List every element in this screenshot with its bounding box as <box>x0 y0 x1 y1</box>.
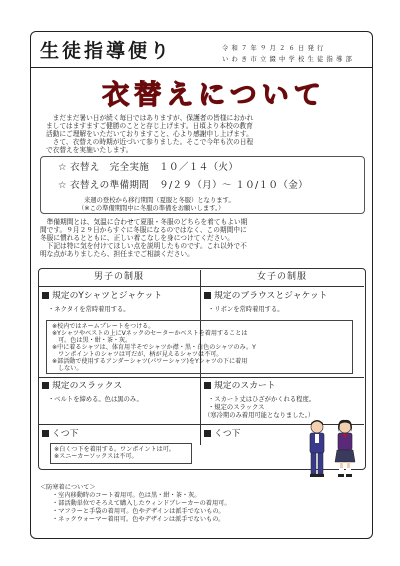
female-skirt-note-2: ・規定のスラックス <box>208 404 265 411</box>
cold-weather-line-4: ・ネックウォーマー着用可。色やデザインは派手でないもの。 <box>52 516 225 523</box>
star-icon: ☆ <box>58 162 67 173</box>
schedule-item-2-date: ９/２９（月）～ １０/１０（金） <box>159 180 308 191</box>
female-skirt-note-1: ・スカート丈はひざがかくれる程度。 <box>208 396 316 403</box>
female-shirt-note: ・リボンを常時着用する。 <box>208 306 284 313</box>
square-bullet-icon <box>204 382 211 389</box>
female-skirt-note-3: （寒冷期のみ着用可能となりました。） <box>204 412 315 419</box>
male-pants-note: ・ベルトを締める。色は黒のみ。 <box>48 396 143 403</box>
shirt-note-3: 可。色は黒・紺・茶・灰。 <box>52 337 132 344</box>
explain-line-4: 下記は特に気を付けてほしい点を説明したものです。これ以外で不 <box>40 242 247 250</box>
shirt-note-2: ※Yシャツやベストの上にVネックのセーターかベストを着用することは <box>52 330 248 337</box>
schedule-note-1: 来週の登校から移行期間（夏服と冬服）となります。 <box>84 197 235 204</box>
explain-line-1: 準備期間とは、気温に合わせて夏服・冬服のどちらを着てもよい期 <box>40 218 248 226</box>
male-column-head: 男子の制服 <box>93 272 144 282</box>
intro-line-1: まだまだ暑い日が続く毎日ではありますが、保護者の皆様におかれ <box>46 114 254 122</box>
schedule-note-2: （※この準備期間中に冬服の準備をお願いします。） <box>78 205 225 212</box>
shirt-note-1: ※校内ではネームプレートをつける。 <box>52 323 155 330</box>
shirt-note-4: ※中に着るシャツは、体育用半そでシャツか襟・黒・白色のシャツのみ。Y <box>52 344 256 351</box>
star-icon: ☆ <box>58 180 67 191</box>
explain-line-3: 冬服に慣れるとともに、正しい着こなしを身につけてください。 <box>40 234 234 242</box>
explain-line-5: 明な点がありましたら、担任までご相談ください。 <box>40 250 194 258</box>
male-shirt-note: ・ネクタイを常時着用する。 <box>48 306 130 313</box>
cold-weather-line-1: ・室内移動時のコート着用可。色は黒・紺・茶・灰。 <box>52 492 201 499</box>
sock-note-2: ※スニーカーソックスは不可。 <box>54 453 138 460</box>
square-bullet-icon <box>42 430 49 437</box>
square-bullet-icon <box>204 292 211 299</box>
intro-line-3: 活動にご理解をいただいておりますこと、心より感謝申し上げます。 <box>46 130 253 138</box>
girl-student-figure <box>335 420 355 477</box>
boy-student-figure <box>310 420 324 477</box>
shirt-note-6: ※部活動で使用するアンダーシャツ(パワーシャツ)をYシャツの下に着用 <box>52 358 248 365</box>
schedule-item-1-date: １０／１４（火） <box>159 162 239 173</box>
male-socks-title: くつ下 <box>42 429 78 440</box>
shirt-note-5: ワンポイントのシャツは可だが、柄が見えるシャツは不可。 <box>52 351 223 358</box>
row-divider-1 <box>38 377 364 378</box>
female-skirt-title: 規定のスカート <box>204 381 276 392</box>
schedule-item-2 <box>58 180 308 192</box>
male-pants-title: 規定のスラックス <box>42 381 122 392</box>
intro-line-2: ましてはますますご健勝のことと存じ上げます。日頃より本校の教育 <box>46 122 253 130</box>
square-bullet-icon <box>42 292 49 299</box>
schedule-item-1-label: 衣替え 完全実施 <box>70 162 150 173</box>
male-shirt-title: 規定のYシャツとジャケット <box>42 291 162 302</box>
schedule-item-1 <box>58 162 238 174</box>
square-bullet-icon <box>204 430 211 437</box>
shirt-note-7: しない。 <box>52 365 83 372</box>
cold-weather-line-3: ・マフラーと手袋の着用可。色やデザインは派手でないもの。 <box>52 508 225 515</box>
newsletter-title: 生徒指導便り <box>40 40 173 62</box>
header-divider <box>30 67 373 68</box>
cold-weather-title: ＜防寒着について＞ <box>40 484 96 491</box>
issue-date: 令 和 ７ 年 ９ 月 ２ ６ 日 発 行 <box>222 45 324 52</box>
students-illustration <box>303 418 361 480</box>
issuer: い わ き 市 立 綴 中 学 校 生 徒 指 導 部 <box>222 56 353 63</box>
intro-line-4: さて、衣替えの時期が近づいて参りました。そこで今年も次の日程 <box>46 138 254 146</box>
banner-heading <box>64 76 364 110</box>
sock-note-1: ※白くつ下を着用する。ワンポイントは可。 <box>54 446 175 453</box>
intro-line-5: で衣替えを実施いたします。 <box>46 146 133 154</box>
female-column-head: 女子の制服 <box>256 272 307 282</box>
head-divider <box>38 286 364 287</box>
female-shirt-title: 規定のブラウスとジャケット <box>204 291 327 302</box>
square-bullet-icon <box>42 382 49 389</box>
banner-text: 衣替えについて <box>102 80 326 110</box>
explain-line-2: 間です。９月２９日からすぐに冬服になるのではなく、この期間中に <box>40 226 247 234</box>
cold-weather-line-2: ・部活動単位でそろえて購入したウィンドブレーカーの着用可。 <box>52 500 231 507</box>
schedule-item-2-label: 衣替えの準備期間 <box>70 180 150 191</box>
female-socks-title: くつ下 <box>204 429 240 440</box>
